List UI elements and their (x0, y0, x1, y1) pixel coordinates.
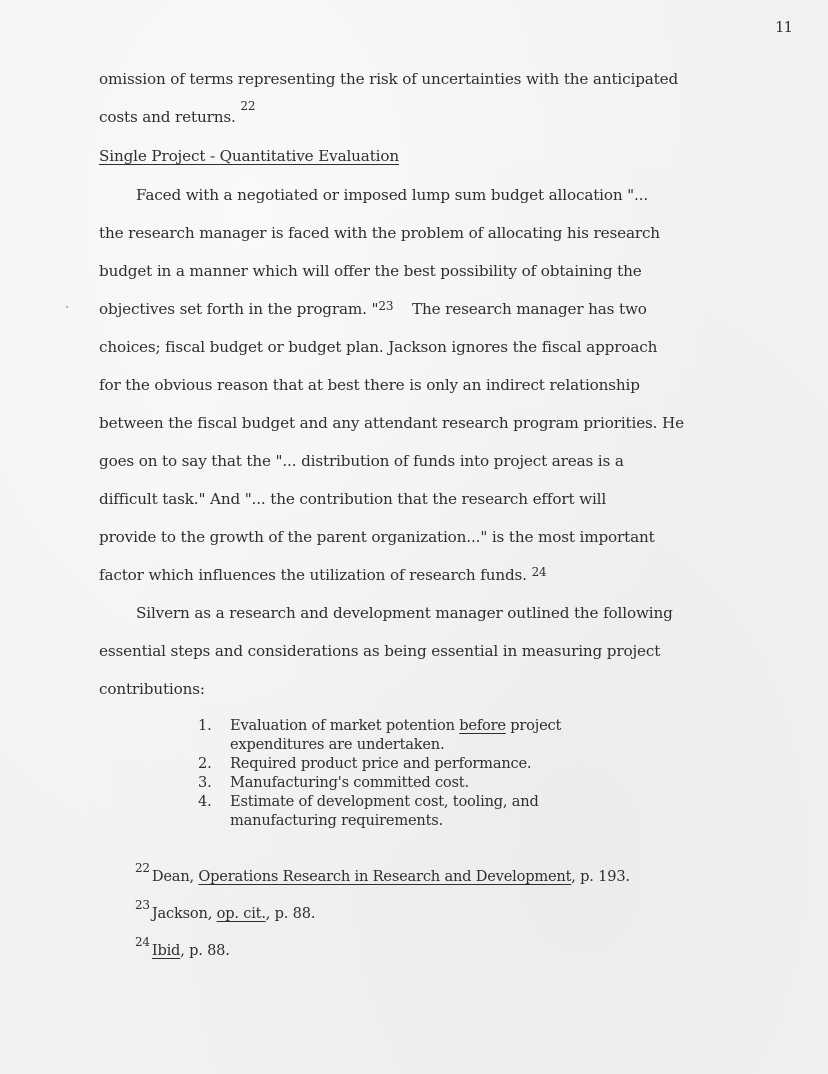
footnote-author: Jackson, (151, 905, 217, 922)
body-line: contributions: (99, 680, 205, 698)
footnote-page: , p. 88. (265, 905, 316, 922)
list-number: 3. (198, 774, 212, 791)
body-line: Silvern as a research and development manager outlined the following (136, 604, 673, 622)
list-text-part: project (505, 717, 562, 734)
list-item (198, 716, 630, 754)
footnote-page: , p. 193. (571, 868, 630, 885)
list-item (198, 773, 630, 792)
list-text (230, 792, 630, 830)
footnote-ref: 23 (378, 299, 394, 313)
body-text: costs and returns. (99, 108, 236, 126)
body-line: the research manager is faced with the problem of allocating his research (99, 224, 660, 242)
body-line: budget in a manner which will offer the best possibility of obtaining the (99, 262, 642, 280)
emphasis-underlined: before (459, 717, 506, 734)
list-number: 1. (198, 717, 212, 734)
body-line: goes on to say that the "... distribution of funds into project areas is a (99, 452, 624, 470)
list-text (230, 716, 630, 754)
footnote (135, 935, 230, 959)
body-line: between the fiscal budget and any attendant research program priorities. He (99, 414, 684, 432)
list-number: 2. (198, 755, 212, 772)
footnote-author: Dean, (151, 868, 199, 885)
list-text-part: manufacturing requirements. (230, 812, 444, 829)
footnote-number: 24 (135, 935, 150, 949)
section-heading: Single Project - Quantitative Evaluation (99, 147, 399, 165)
footnote-ref: 22 (240, 99, 256, 113)
footnote (135, 898, 316, 922)
body-line: for the obvious reason that at best there is only an indirect relationship (99, 376, 640, 394)
body-line (99, 565, 547, 586)
footnote-number: 22 (135, 861, 150, 875)
page-number: 11 (775, 18, 793, 36)
footnote-number: 23 (135, 898, 150, 912)
body-line: provide to the growth of the parent organization..." is the most important (99, 528, 655, 546)
body-text: factor which influences the utilization of research funds. (99, 566, 527, 584)
footnote-title: op. cit. (216, 905, 266, 922)
body-line: essential steps and considerations as being essential in measuring project (99, 642, 661, 660)
body-line (99, 299, 647, 320)
footnote (135, 861, 630, 885)
footnote-ref: 24 (531, 565, 547, 579)
list-item (198, 754, 630, 773)
footnote-title: Ibid (151, 942, 181, 959)
list-text-part: Estimate of development cost, tooling, and (230, 793, 539, 810)
body-text: The research manager has two (412, 300, 647, 318)
body-line: difficult task." And "... the contribution that the research effort will (99, 490, 607, 508)
body-line: choices; fiscal budget or budget plan. Jackson ignores the fiscal approach (99, 338, 658, 356)
list-text: Required product price and performance. (230, 755, 532, 772)
numbered-list (198, 716, 630, 830)
body-line: Faced with a negotiated or imposed lump sum budget allocation "... (136, 186, 649, 204)
list-text-part: Evaluation of market potention (230, 717, 460, 734)
list-text-part: expenditures are undertaken. (230, 736, 445, 753)
body-text: objectives set forth in the program. " (99, 300, 379, 318)
list-number: 4. (198, 793, 212, 810)
body-line (99, 99, 256, 128)
body-line: omission of terms representing the risk of uncertainties with the anticipated (99, 70, 679, 88)
footnote-page: , p. 88. (180, 942, 230, 959)
list-item (198, 792, 630, 830)
footnote-title: Operations Research in Research and Development (198, 868, 572, 885)
list-text: Manufacturing's committed cost. (230, 774, 469, 791)
scan-speck (66, 306, 68, 308)
